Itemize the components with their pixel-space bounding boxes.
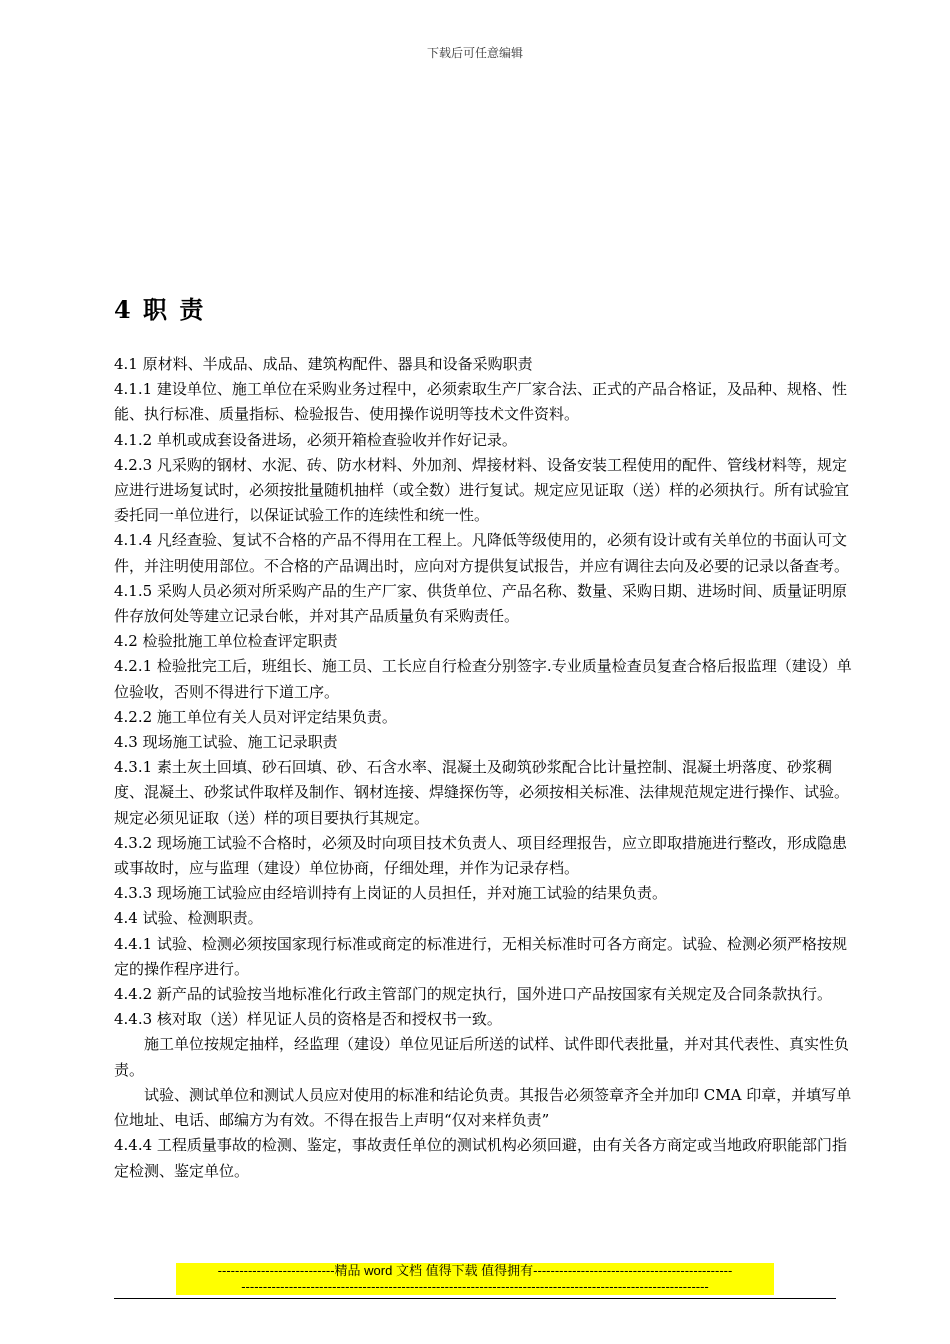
paragraph: 4.2 检验批施工单位检查评定职责: [114, 632, 338, 651]
paragraph: 4.1.2 单机或成套设备进场，必须开箱检查验收并作好记录。: [114, 430, 517, 449]
paragraph: 4.1.5 采购人员必须对所采购产品的生产厂家、供货单位、产品名称、数量、采购日期、进场时间、质量证明原件存放何处等建立记录台帐，并对其产品质量负有采购责任。: [114, 581, 847, 626]
footer-banner: [176, 1263, 774, 1295]
header-note: 下载后可任意编辑: [426, 46, 523, 60]
paragraph: 4.4.3 核对取（送）样见证人员的资格是否和授权书一致。: [114, 1010, 502, 1029]
section-heading: 4 职 责: [114, 295, 206, 324]
paragraph: 4.2.1 检验批完工后，班组长、施工员、工长应自行检查分别签字.专业质量检查员复查合格后报监理（建设）单位验收，否则不得进行下道工序。: [114, 657, 852, 701]
paragraph: 4.4.2 新产品的试验按当地标准化行政主管部门的规定执行，国外进口产品按国家有关规定及合同条款执行。: [114, 985, 832, 1004]
paragraph: 4.2.3 凡采购的钢材、水泥、砖、防水材料、外加剂、焊接材料、设备安装工程使用的配件、管线材料等，规定应进行进场复试时，必须按批量随机抽样（或全数）进行复试。规定应见证取（送）样的必须执行。所有试验宜委托同一单位进行，以保证试验工作的连续性和统一性。: [114, 455, 850, 525]
paragraph: 4.3.3 现场施工试验应由经培训持有上岗证的人员担任，并对施工试验的结果负责。: [114, 884, 667, 903]
paragraph: 4.1 原材料、半成品、成品、建筑构配件、器具和设备采购职责: [114, 355, 533, 373]
footer-banner-line-2: ------------------------------------------------------------------------------------------------------------: [241, 1279, 709, 1294]
paragraph: 4.3.1 素土灰土回填、砂石回填、砂、石含水率、混凝土及砌筑砂浆配合比计量控制、混凝土坍落度、砂浆稠度、混凝土、砂浆试件取样及制作、钢材连接、焊缝探伤等，必须按相关标准、法律规范规定进行操作、试验。规定必须见证取（送）样的项目要执行其规定。: [114, 758, 850, 827]
paragraph: 4.3.2 现场施工试验不合格时，必须及时向项目技术负责人、项目经理报告，应立即取措施进行整改，形成隐患或事故时，应与监理（建设）单位协商，仔细处理，并作为记录存档。: [114, 833, 847, 878]
paragraph: 施工单位按规定抽样，经监理（建设）单位见证后所送的试样、试件即代表批量，并对其代表性、真实性负责。: [114, 1035, 850, 1079]
paragraph: 4.4 试验、检测职责。: [114, 909, 263, 928]
paragraph: 4.1.4 凡经查验、复试不合格的产品不得用在工程上。凡降低等级使用的，必须有设计或有关单位的书面认可文件，并注明使用部位。不合格的产品调出时，应向对方提供复试报告，并应有调往去向及必要的记录以备查考。: [114, 531, 850, 575]
paragraph: 4.2.2 施工单位有关人员对评定结果负责。: [114, 707, 397, 726]
paragraph: 4.3 现场施工试验、施工记录职责: [114, 733, 338, 752]
footer-divider: [114, 1298, 836, 1299]
body-text: [114, 352, 854, 1184]
paragraph: 4.4.4 工程质量事故的检测、鉴定，事故责任单位的测试机构必须回避，由有关各方商定或当地政府职能部门指定检测、鉴定单位。: [114, 1136, 847, 1180]
paragraph: 试验、测试单位和测试人员应对使用的标准和结论负责。其报告必须签章齐全并加印 CMA 印章，并填写单位地址、电话、邮编方为有效。不得在报告上声明“仅对来样负责”: [114, 1085, 852, 1130]
footer-banner-line-1: ---------------------------精品 word 文档 值得下载 值得拥有----------------------------------------------: [217, 1263, 733, 1278]
paragraph: 4.4.1 试验、检测必须按国家现行标准或商定的标准进行，无相关标准时可各方商定。试验、检测必须严格按规定的操作程序进行。: [114, 934, 847, 978]
paragraph: 4.1.1 建设单位、施工单位在采购业务过程中，必须索取生产厂家合法、正式的产品合格证，及品种、规格、性能、执行标准、质量指标、检验报告、使用操作说明等技术文件资料。: [114, 380, 847, 424]
